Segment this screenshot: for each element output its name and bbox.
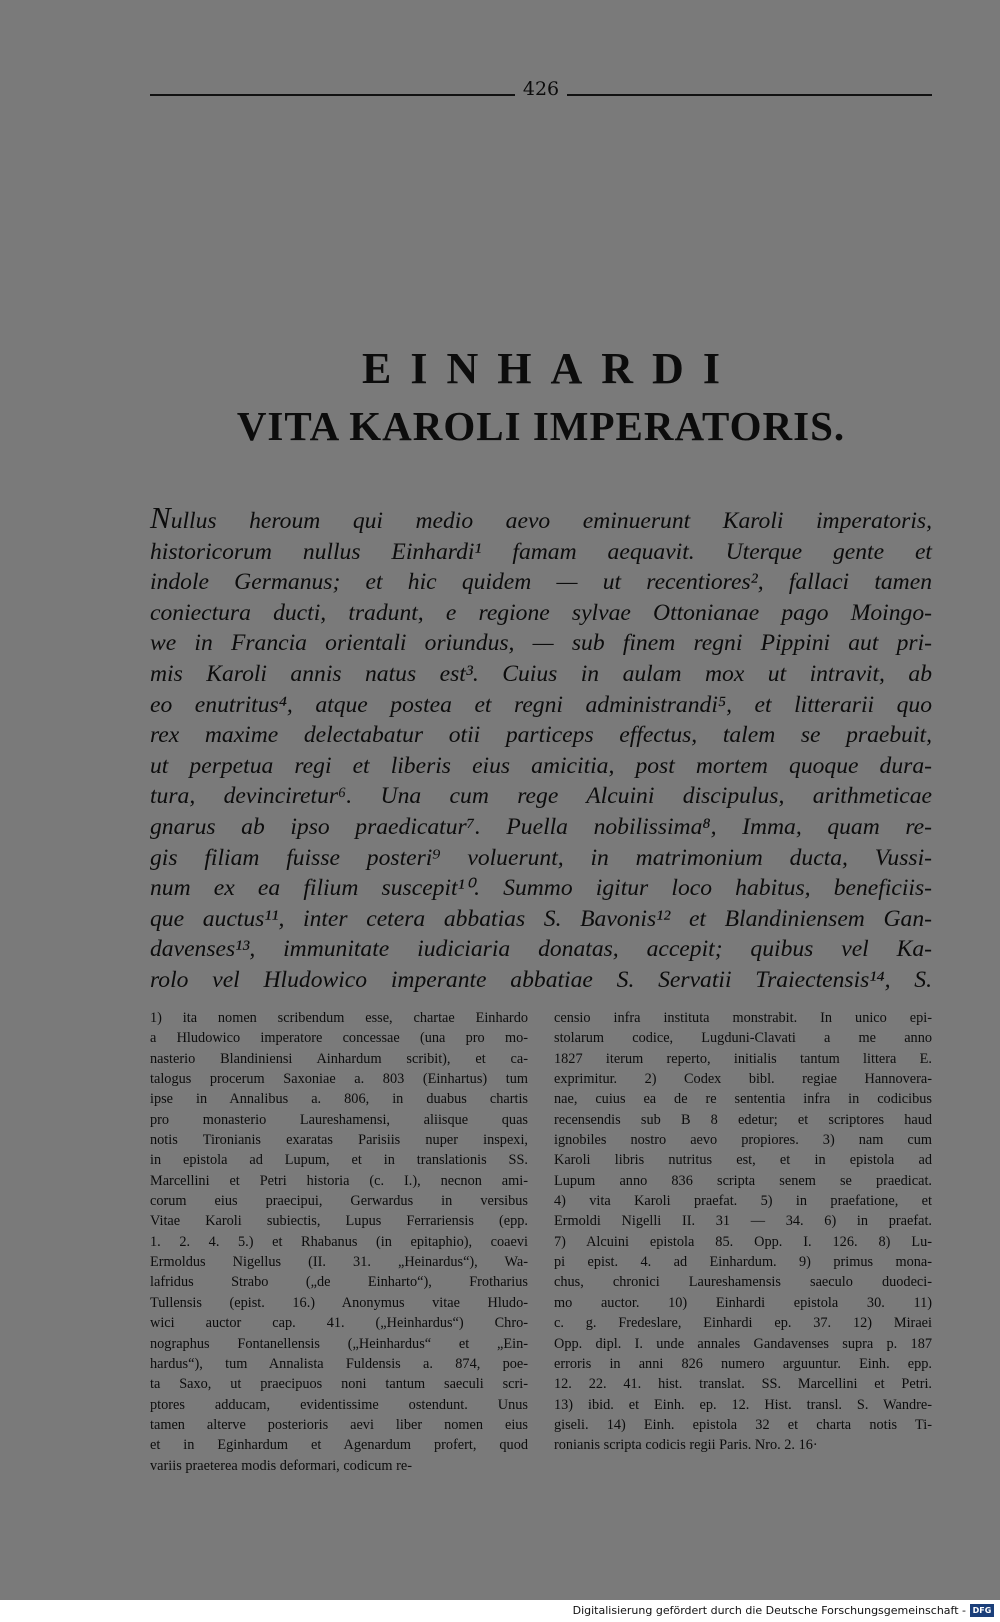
- footnote-line: Tullensis (epist. 16.) Anonymus vitae Hludo-: [150, 1294, 528, 1311]
- footnote-line: Ermoldi Nigelli II. 31 — 34. 6) in praefat.: [554, 1213, 932, 1230]
- footnote-line: giseli. 14) Einh. epistola 32 et charta notis Ti-: [554, 1416, 932, 1433]
- footnote-line: variis praeterea modis deformari, codicum re-: [150, 1457, 412, 1474]
- footnote-line: 12. 22. 41. hist. translat. SS. Marcellini et Petri.: [554, 1376, 932, 1393]
- footnote-line: Lupum anno 836 scripta senem se praedicat.: [554, 1172, 932, 1189]
- footnote-line: 1. 2. 4. 5.) et Rhabanus (in epitaphio), coaevi: [150, 1233, 528, 1250]
- footnote-line: ignobiles nostro aevo propiores. 3) nam cum: [554, 1132, 932, 1149]
- text-line: mis Karoli annis natus est³. Cuius in aulam mox ut intravit, ab: [150, 660, 932, 687]
- text-line: rex maxime delectabatur otii particeps effectus, talem se praebuit,: [150, 722, 932, 749]
- footer-bar: [0, 1600, 1000, 1622]
- header-rule-right: [567, 94, 932, 96]
- title-author: EINHARDI: [362, 344, 739, 393]
- footnote-line: talogus procerum Saxoniae a. 803 (Einhartus) tum: [150, 1071, 528, 1088]
- footnote-line: chus, chronici Laureshamensis saeculo duodeci-: [554, 1274, 932, 1291]
- text-line: coniectura ducti, tradunt, e regione sylvae Ottonianae pago Moingo-: [150, 599, 932, 626]
- footnote-line: ipse in Annalibus a. 806, in duabus chartis: [150, 1091, 528, 1108]
- footnote-line: a Hludowico imperatore concessae (una pro mo-: [150, 1030, 528, 1047]
- text-line: davenses¹³, immunitate iudiciaria donatas, accepit; quibus vel Ka-: [150, 936, 932, 963]
- footnote-line: nae, cuius ea de re sententia infra in codicibus: [554, 1091, 932, 1108]
- footnote-line: 13) ibid. et Einh. ep. 12. Hist. transl. S. Wandre-: [554, 1396, 932, 1413]
- text-line: num ex ea filium suscepit¹⁰. Summo igitur loco habitus, beneficiis-: [150, 875, 932, 902]
- footnote-line: tamen alterve posterioris aevi liber nomen eius: [150, 1416, 528, 1433]
- footnote-line: in epistola ad Lupum, et in translationis SS.: [150, 1152, 528, 1169]
- footnote-line: 1827 iterum reperto, initialis tantum littera E.: [554, 1050, 932, 1067]
- text-line: we in Francia orientali oriundus, — sub finem regni Pippini aut pri-: [150, 630, 932, 657]
- footnote-line: erroris in anni 826 numero arguuntur. Einh. epp.: [554, 1355, 932, 1372]
- text-line: que auctus¹¹, inter cetera abbatias S. Bavonis¹² et Blandiniensem Gan-: [150, 905, 932, 932]
- text-line: indole Germanus; et hic quidem — ut recentiores², fallaci tamen: [150, 569, 932, 596]
- footnote-line: pi epist. 4. ad Einhardum. 9) primus mona-: [554, 1254, 932, 1271]
- text-line: ut perpetua regi et liberis eius amicitia, post mortem quoque dura-: [150, 752, 932, 779]
- dfg-logo[interactable]: DFG: [970, 1604, 994, 1617]
- text-line: tura, devinciretur⁶. Una cum rege Alcuini discipulus, arithmeticae: [150, 783, 932, 810]
- text-line: eo enutritus⁴, atque postea et regni administrandi⁵, et litterarii quo: [150, 691, 932, 718]
- footnote-line: 1) ita nomen scribendum esse, chartae Einhardo: [150, 1010, 528, 1026]
- footnotes-column-right: [554, 1008, 932, 1456]
- footnote-line: c. g. Fredeslare, Einhardi ep. 37. 12) Miraei: [554, 1315, 932, 1332]
- footnote-line: pro monasterio Laureshamensi, aliisque quas: [150, 1111, 528, 1128]
- main-text: [150, 500, 932, 996]
- footnote-line: Karoli libris nutritus est, et in epistola ad: [554, 1152, 932, 1169]
- footnote-line: ptores adducam, evidentissime ostendunt. Unus: [150, 1396, 528, 1413]
- footnote-line: 4) vita Karoli praefat. 5) in praefatione, et: [554, 1193, 932, 1210]
- footnote-line: nographus Fontanellensis („Heinhardus“ et „Ein-: [150, 1335, 528, 1352]
- footnote-line: hardus“), tum Annalista Fuldensis a. 874, poe-: [150, 1355, 528, 1372]
- footnote-line: wici auctor cap. 41. („Heinhardus“) Chro-: [150, 1315, 528, 1332]
- footnote-line: censio infra instituta monstrabit. In unico epi-: [554, 1010, 932, 1026]
- footnote-line: Vitae Karoli subiectis, Lupus Ferrariensis (epp.: [150, 1213, 528, 1230]
- text-line: gis filiam fuisse posteri⁹ voluerunt, in matrimonium ducta, Vussi-: [150, 844, 932, 871]
- footnote-line: nasterio Blandiniensi Ainhardum scribit), et ca-: [150, 1050, 528, 1067]
- footnote-line: et in Eginhardum et Agenardum profert, quod: [150, 1437, 528, 1454]
- header-rule-left: [150, 94, 515, 96]
- footnote-line: ta Saxo, ut praecipuos noni tantum saeculi scri-: [150, 1376, 528, 1393]
- footnote-line: exprimitur. 2) Codex bibl. regiae Hannovera-: [554, 1071, 932, 1088]
- title-work: VITA KAROLI IMPERATORIS.: [236, 403, 846, 449]
- footnote-line: Ermoldus Nigellus (II. 31. „Heinardus“), Wa-: [150, 1254, 528, 1271]
- page-number: 426: [522, 78, 560, 100]
- footnote-line: stolarum codice, Lugduni-Clavati a me anno: [554, 1030, 932, 1047]
- footnote-line: recensendis sub B 8 edetur; et scriptores haud: [554, 1111, 932, 1128]
- footnotes-column-left: [150, 1008, 528, 1476]
- footnote-line: notis Tironianis exaratas Parisiis nuper inspexi,: [150, 1132, 528, 1149]
- page-header: [150, 78, 932, 108]
- footnote-line: 7) Alcuini epistola 85. Opp. I. 126. 8) Lu-: [554, 1233, 932, 1250]
- text-line: historicorum nullus Einhardi¹ famam aequavit. Uterque gente et: [150, 538, 932, 565]
- footnote-line: ronianis scripta codicis regii Paris. Nro. 2. 16·: [554, 1437, 818, 1454]
- footnote-line: lafridus Strabo („de Einharto“), Frotharius: [150, 1274, 528, 1291]
- footnote-line: Marcellini et Petri historia (c. I.), necnon ami-: [150, 1172, 528, 1189]
- text-line: Nullus heroum qui medio aevo eminuerunt Karoli imperatoris,: [150, 500, 932, 535]
- footnote-line: corum eius praecipui, Gerwardus in versibus: [150, 1193, 528, 1210]
- funding-notice: Digitalisierung gefördert durch die Deutsche Forschungsgemeinschaft -: [572, 1604, 966, 1617]
- footnote-line: mo auctor. 10) Einhardi epistola 30. 11): [554, 1294, 932, 1311]
- text-line: gnarus ab ipso praedicatur⁷. Puella nobilissima⁸, Imma, quam re-: [150, 813, 932, 840]
- text-line: rolo vel Hludowico imperante abbatiae S. Servatii Traiectensis¹⁴, S.: [150, 966, 932, 993]
- footnote-line: Opp. dipl. I. unde annales Gandavenses supra p. 187: [554, 1335, 932, 1352]
